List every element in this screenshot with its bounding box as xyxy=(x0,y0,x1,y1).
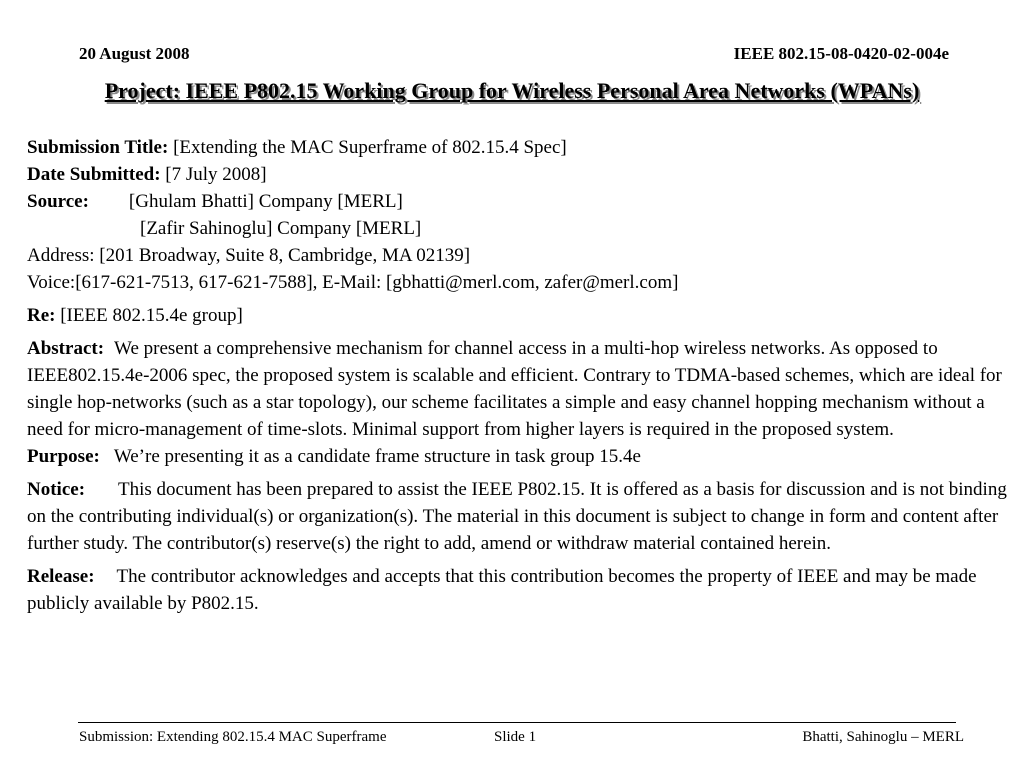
purpose-label: Purpose: xyxy=(27,446,100,467)
re-value: [IEEE 802.15.4e group] xyxy=(60,305,243,326)
header-doc-id: IEEE 802.15-08-0420-02-004e xyxy=(733,44,949,63)
address-line: Address: [201 Broadway, Suite 8, Cambridge, MA 02139] xyxy=(27,245,471,266)
release-paragraph xyxy=(27,563,1017,617)
release-text: The contributor acknowledges and accepts that this contribution becomes the property of IEEE and may be made publicly available by P802.15. xyxy=(27,566,977,614)
abstract-label: Abstract: xyxy=(27,338,105,359)
notice-label: Notice: xyxy=(27,479,86,500)
purpose-text: We’re presenting it as a candidate frame structure in task group 15.4e xyxy=(113,446,641,467)
footer-divider xyxy=(78,722,956,723)
footer-slide-number: Slide 1 xyxy=(494,729,537,745)
release-label: Release: xyxy=(27,566,95,587)
re-line xyxy=(27,302,1017,329)
submission-title-label: Submission Title: xyxy=(27,137,169,158)
footer-authors: Bhatti, Sahinoglu – MERL xyxy=(802,729,964,745)
source-author-2: [Zafir Sahinoglu] Company [MERL] xyxy=(140,218,422,239)
submission-title-value: [Extending the MAC Superframe of 802.15.4 Spec] xyxy=(173,137,567,158)
re-label: Re: xyxy=(27,305,56,326)
submission-body xyxy=(27,134,1017,617)
date-submitted-value: [7 July 2008] xyxy=(165,164,267,185)
notice-text: This document has been prepared to assist the IEEE P802.15. It is offered as a basis for discussion and is not binding on the contributing individual(s) or organization(s). The material in this document is subject to change in form and content after further study. The contributor(s) reserve(s) the right to add, amend or withdraw material contained herein. xyxy=(27,479,1007,554)
page-title: Project: IEEE P802.15 Working Group for Wireless Personal Area Networks (WPANs) xyxy=(104,78,920,103)
source-line-2 xyxy=(27,215,1017,242)
source-line xyxy=(27,188,1017,215)
submission-title-line xyxy=(27,134,1017,161)
footer-submission: Submission: Extending 802.15.4 MAC Superframe xyxy=(79,729,387,745)
notice-paragraph xyxy=(27,476,1017,557)
abstract-paragraph xyxy=(27,335,1017,443)
header-date: 20 August 2008 xyxy=(79,44,190,63)
voice-email-line: Voice:[617-621-7513, 617-621-7588], E-Mail: [gbhatti@merl.com, zafer@merl.com] xyxy=(27,272,679,293)
source-label: Source: xyxy=(27,191,89,212)
date-submitted-line xyxy=(27,161,1017,188)
abstract-text: We present a comprehensive mechanism for channel access in a multi-hop wireless networks. As opposed to IEEE802.15.4e-2006 spec, the proposed system is scalable and efficient. Contrary to TDMA-based schemes, which are ideal for single hop-networks (such as a star topology), our scheme facilitates a simple and easy channel hopping mechanism without a need for micro-management of time-slots. Minimal support from higher layers is required in the proposed system. xyxy=(27,338,1002,440)
date-submitted-label: Date Submitted: xyxy=(27,164,161,185)
purpose-line xyxy=(27,443,1017,470)
source-author-1: [Ghulam Bhatti] Company [MERL] xyxy=(128,191,403,212)
